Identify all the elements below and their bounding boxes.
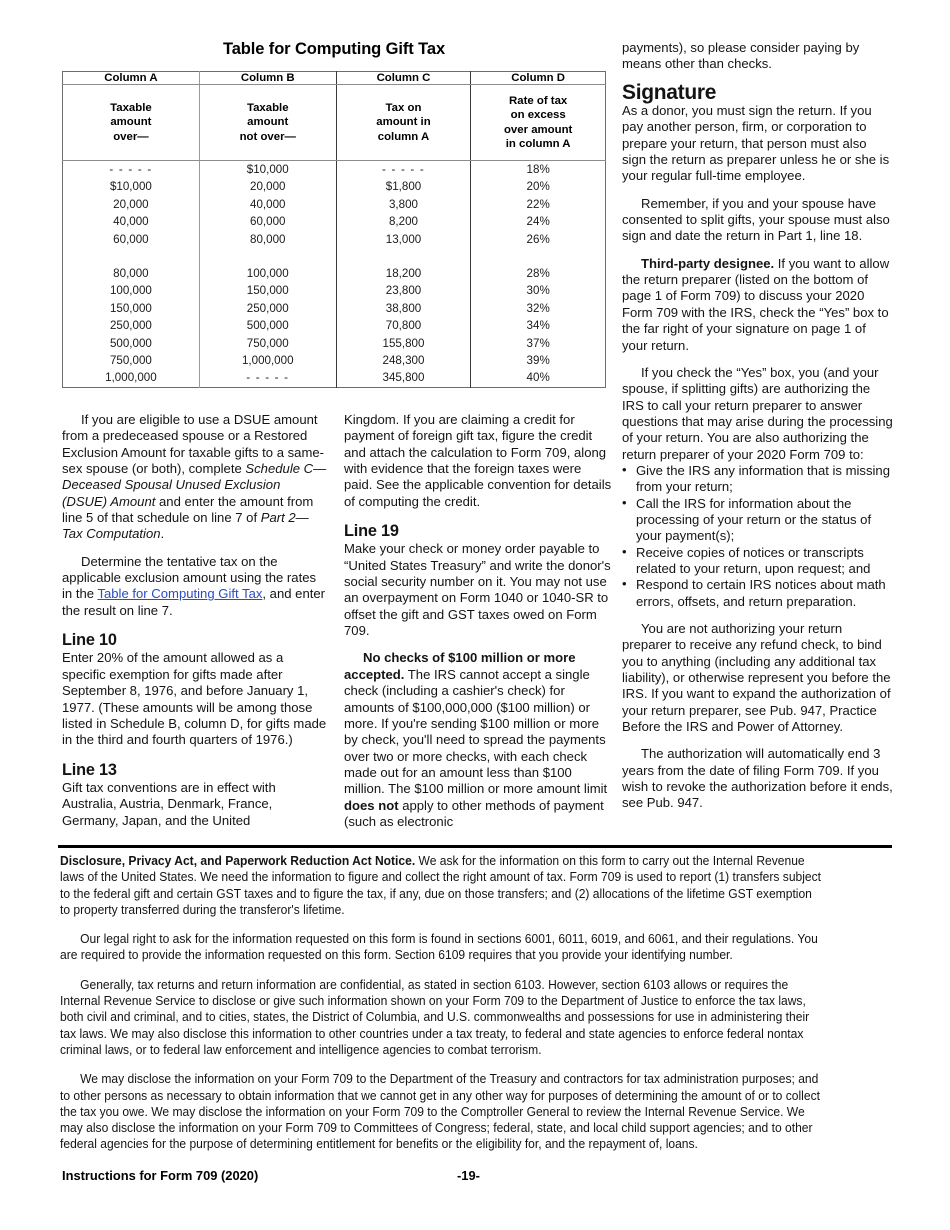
table-cell: 39% bbox=[526, 354, 550, 368]
disclosure-paragraph-3: Generally, tax returns and return information are confidential, as stated in section 6103. However, section 6103 allows or requires the Internal Revenue Service to disclose or give such information shown on your Form 709 to the Department of Justice to enforce the tax laws, both civil and criminal, and to cities, states, the District of Columbia, and U.S. commonwealths and possessions for use in administering their tax laws. We may also disclose this information to other countries under a tax treaty, to federal and state agencies to enforce federal nontax criminal laws, or to federal law enforcement and intelligence agencies to combat terrorism. bbox=[60, 976, 810, 1057]
designee-lead: Third-party designee. bbox=[641, 255, 775, 271]
paragraph-payments-continued: payments), so please consider paying by means other than checks. bbox=[622, 40, 860, 72]
column-desc-a bbox=[63, 85, 200, 161]
desc-line: not over— bbox=[239, 130, 296, 143]
table-cell: 30% bbox=[526, 284, 550, 298]
dsue-text-b: and enter the amount from line 5 of that schedule on line 7 of bbox=[62, 493, 314, 526]
table-cell: 60,000 bbox=[250, 215, 286, 229]
desc-line: Rate of tax bbox=[509, 95, 568, 108]
table-body-col-c bbox=[336, 161, 471, 388]
designee-bullet-item bbox=[622, 496, 894, 545]
table-cell: $1,800 bbox=[385, 180, 422, 194]
dsue-text-c: . bbox=[160, 526, 165, 542]
heading-line-13: Line 13 bbox=[62, 760, 117, 779]
disclosure-body-1: We ask for the information on this form to carry out the Internal Revenue laws of the United States. We need the information to figure and collect the right amount of tax. Form 709 is used to report (1) transfers subject to the federal gift and certain GST taxes and to figure the tax, if any, due on those transfers; and (2) allocations of the lifetime GST exemption to property transferred during the transferor's lifetime. bbox=[60, 853, 822, 917]
table-body-col-b bbox=[199, 161, 336, 388]
table-cell: 500,000 bbox=[246, 319, 289, 333]
designee-bullet-list bbox=[622, 463, 894, 610]
table-body-col-a bbox=[63, 161, 200, 388]
bullet-icon: • bbox=[622, 576, 627, 592]
table-header-row bbox=[63, 72, 606, 85]
table-cell: 150,000 bbox=[109, 301, 152, 315]
section-divider-rule bbox=[58, 845, 892, 848]
no-checks-lead: No checks of $100 million or more accepted. bbox=[344, 650, 576, 682]
disclosure-heading: Disclosure, Privacy Act, and Paperwork Reduction Act Notice. bbox=[60, 853, 416, 868]
table-cell: - - - - - bbox=[109, 163, 153, 176]
table-cell: 1,000,000 bbox=[105, 371, 157, 385]
does-not-emphasis: does not bbox=[344, 797, 399, 813]
column-desc-c bbox=[336, 85, 471, 161]
disclosure-paragraph-1 bbox=[60, 853, 821, 918]
tentative-text-b: , and enter the result on line 7. bbox=[62, 586, 326, 618]
table-for-computing-gift-tax-link[interactable]: Table for Computing Gift Tax bbox=[97, 586, 263, 602]
column-header-b: Column B bbox=[199, 72, 336, 85]
table-cell: $10,000 bbox=[109, 180, 152, 194]
column-desc-b bbox=[199, 85, 336, 161]
table-cell: - - - - - bbox=[246, 371, 290, 385]
table-cell: 20,000 bbox=[250, 180, 286, 194]
table-cell: 150,000 bbox=[246, 284, 289, 298]
table-cell: 80,000 bbox=[250, 232, 286, 246]
table-cell: 60,000 bbox=[113, 232, 149, 246]
designee-bullet-item bbox=[622, 577, 894, 610]
heading-line-10: Line 10 bbox=[62, 631, 117, 650]
desc-line: in column A bbox=[505, 137, 571, 150]
table-cell: 70,800 bbox=[385, 319, 422, 333]
designee-bullet-text: Call the IRS for information about the processing of your return or the status of your payment(s); bbox=[636, 495, 872, 544]
table-cell: 40,000 bbox=[113, 215, 149, 229]
table-cell: $10,000 bbox=[246, 163, 289, 176]
paragraph-no-checks bbox=[344, 650, 612, 830]
table-body-col-d bbox=[471, 161, 606, 388]
table-cell: 40% bbox=[526, 371, 550, 385]
bullet-icon: • bbox=[622, 543, 627, 559]
table-body-row bbox=[63, 161, 606, 388]
no-checks-body-a: The IRS cannot accept a single check (including a cashier's check) for amounts of $100,000,000 ($100 million) or more. If you're sending $100 million or more by check, you'll need to spread the payments over two or more checks, with each check made out for an amount less than $100 million. The $100 million or more amount limit bbox=[344, 666, 608, 797]
table-cell: - - - - - bbox=[381, 163, 425, 176]
paragraph-line-10: Enter 20% of the amount allowed as a specific exemption for gifts made after September 8, 1976, and before January 1, 1977. (These amounts will be among those listed in Schedule B, column D, for gifts made in the third and fourth quarters of 1976.) bbox=[62, 650, 327, 748]
table-cell: 38,800 bbox=[385, 301, 422, 315]
designee-body: If you want to allow the return preparer (listed on the bottom of page 1 of Form 709) to discuss your 2020 Form 709 with the IRS, check the “Yes” box to the far right of your signature on page 1 of your return. bbox=[622, 255, 890, 353]
desc-line: on excess bbox=[510, 109, 566, 122]
right-text-column bbox=[622, 40, 894, 812]
paragraph-not-authorizing: You are not authorizing your return preparer to receive any refund check, to bind you to anything (including any additional tax liability), or otherwise represent you before the IRS. If you want to expand the authorization of your return preparer, see Pub. 947, Practice Before the IRS and Power of Attorney. bbox=[622, 621, 891, 735]
no-checks-body-b: apply to other methods of payment (such as electronic bbox=[344, 797, 604, 829]
desc-line: amount in bbox=[376, 116, 431, 129]
paragraph-tentative-tax bbox=[62, 554, 327, 619]
table-cell: 8,200 bbox=[388, 215, 418, 229]
desc-line: Tax on bbox=[385, 102, 422, 115]
heading-line-19: Line 19 bbox=[344, 522, 399, 541]
table-cell: 750,000 bbox=[246, 336, 289, 350]
desc-line: over amount bbox=[503, 123, 573, 136]
table-cell: 345,800 bbox=[382, 371, 425, 385]
designee-bullet-text: Give the IRS any information that is missing from your return; bbox=[636, 462, 890, 495]
paragraph-line-13: Gift tax conventions are in effect with Australia, Austria, Denmark, France, Germany, Japan, and the United bbox=[62, 779, 276, 828]
table-cell: 32% bbox=[526, 301, 550, 315]
table-cell: 26% bbox=[526, 232, 550, 246]
table-cell: 1,000,000 bbox=[241, 354, 294, 368]
table-cell: 500,000 bbox=[109, 336, 152, 350]
table-cell: 18,200 bbox=[385, 267, 422, 281]
paragraph-signature: As a donor, you must sign the return. If you pay another person, firm, or corporation to prepare your return, that person must also sign the return as preparer unless he or she is your regular full-time employee. bbox=[622, 103, 890, 184]
disclosure-notice bbox=[60, 853, 821, 1153]
desc-line: Taxable bbox=[246, 102, 289, 115]
paragraph-yes-box: If you check the “Yes” box, you (and your spouse, if splitting gifts) are authorizing the IRS to call your return preparer to answer questions that may arise during the processing of your return. You are also authorizing the return preparer of your 2020 Form 709 to: bbox=[622, 364, 893, 462]
dsue-text-a: If you are eligible to use a DSUE amount from a predeceased spouse or a Restored Exclusion Amount for taxable gifts to a same-sex spouse (or both), complete bbox=[62, 412, 325, 477]
table-cell: 22% bbox=[526, 197, 550, 211]
footer-title: Instructions for Form 709 (2020) bbox=[62, 1168, 259, 1183]
table-cell: 20,000 bbox=[113, 197, 149, 211]
desc-line: over— bbox=[113, 130, 149, 143]
gift-tax-table-block bbox=[62, 40, 606, 388]
heading-signature: Signature bbox=[622, 80, 717, 104]
table-cell: 3,800 bbox=[388, 197, 418, 211]
table-cell: 155,800 bbox=[382, 336, 425, 350]
table-cell: 80,000 bbox=[113, 267, 149, 281]
disclosure-paragraph-2: Our legal right to ask for the information requested on this form is found in sections 6001, 6011, 6019, and 6061, and their regulations. You are required to provide the information requested on this form. Section 6109 requires that you provide your identifying number. bbox=[60, 931, 818, 963]
table-cell: 13,000 bbox=[385, 232, 422, 246]
column-header-d: Column D bbox=[471, 72, 606, 85]
table-cell: 250,000 bbox=[246, 301, 289, 315]
gift-tax-table bbox=[62, 71, 606, 388]
table-cell: 18% bbox=[526, 163, 550, 176]
designee-bullet-item bbox=[622, 463, 894, 496]
column-desc-d bbox=[471, 85, 606, 161]
table-cell: 34% bbox=[526, 319, 550, 333]
desc-line: Taxable bbox=[110, 102, 152, 115]
table-cell: 248,300 bbox=[382, 354, 425, 368]
paragraph-line-19: Make your check or money order payable to “United States Treasury” and write the donor's social security number on it. You may not use an overpayment on Form 1040 or 1040-SR to offset the gift and GST taxes owed on Form 709. bbox=[344, 541, 611, 639]
table-cell: 40,000 bbox=[250, 197, 286, 211]
column-header-c: Column C bbox=[336, 72, 471, 85]
table-cell: 37% bbox=[526, 336, 550, 350]
schedule-c-title: Schedule C—Deceased Spousal Unused Exclusion (DSUE) Amount bbox=[62, 461, 327, 509]
table-cell: 20% bbox=[526, 180, 550, 194]
column-header-a: Column A bbox=[63, 72, 200, 85]
desc-line: column A bbox=[377, 130, 430, 143]
table-cell: 750,000 bbox=[109, 354, 152, 368]
designee-bullet-text: Respond to certain IRS notices about math errors, offsets, and return preparation. bbox=[636, 577, 886, 609]
left-text-column bbox=[62, 412, 327, 829]
table-cell: 100,000 bbox=[109, 284, 152, 298]
desc-line: amount bbox=[110, 116, 152, 129]
designee-bullet-text: Receive copies of notices or transcripts related to your return, upon request; and bbox=[636, 544, 871, 576]
designee-bullet-item bbox=[622, 545, 894, 578]
paragraph-dsue bbox=[62, 412, 327, 543]
paragraph-kingdom: Kingdom. If you are claiming a credit for payment of foreign gift tax, figure the credit and attach the calculation to Form 709, along with evidence that the foreign taxes were paid. See the applicable convention for details of computing the credit. bbox=[344, 412, 612, 509]
footer-page-number: -19- bbox=[457, 1168, 480, 1183]
disclosure-paragraph-4: We may disclose the information on your Form 709 to the Department of the Treasury and contractors for tax administration purposes; and to other persons as necessary to obtain information that we cannot get in any other way for purposes of determining the amount of or to collect the tax you owe. We may disclose the information on your Form 709 to the Comptroller General to review the Internal Revenue Service. We may also disclose the information on your Form 709 to Committees of Congress; federal, state, and local child support agencies; and to other federal agencies for the purpose of determining entitlement for benefits or the eligibility for, and the repayment of, loans. bbox=[60, 1071, 820, 1152]
table-title: Table for Computing Gift Tax bbox=[222, 40, 446, 58]
desc-line: amount bbox=[247, 116, 289, 129]
bullet-icon: • bbox=[622, 494, 627, 510]
paragraph-third-party-designee bbox=[622, 256, 894, 354]
tentative-text-a: Determine the tentative tax on the applicable exclusion amount using the rates in the bbox=[62, 553, 317, 602]
table-cell: 28% bbox=[526, 267, 550, 281]
table-cell: 24% bbox=[526, 215, 550, 229]
bullet-icon: • bbox=[622, 461, 627, 477]
table-cell: 23,800 bbox=[385, 284, 422, 298]
middle-text-column bbox=[344, 412, 612, 830]
table-cell: 100,000 bbox=[246, 267, 289, 281]
paragraph-signature-remember: Remember, if you and your spouse have consented to split gifts, your spouse must also sign and date the return in Part 1, line 18. bbox=[622, 195, 890, 244]
table-cell: 250,000 bbox=[109, 319, 152, 333]
table-subheader-row bbox=[63, 85, 606, 161]
part2-title: Part 2—Tax Computation bbox=[62, 510, 309, 542]
paragraph-authorization-end: The authorization will automatically end 3 years from the date of filing Form 709. If you wish to revoke the authorization before it ends, see Pub. 947. bbox=[622, 746, 893, 811]
